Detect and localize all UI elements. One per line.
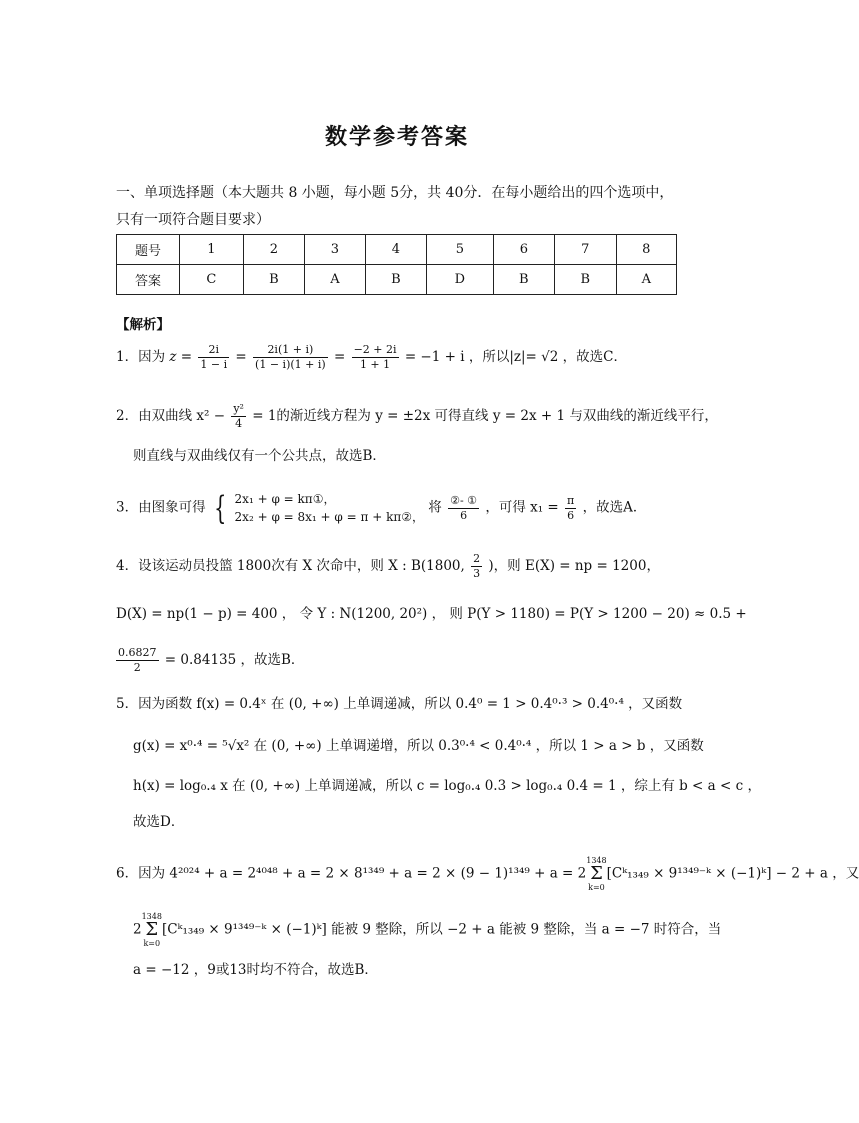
table-cell: A: [616, 265, 676, 295]
table-row-answers: [117, 265, 677, 295]
table-cell: C: [180, 265, 244, 295]
table-row-numbers: [117, 235, 677, 265]
table-cell: 2: [243, 235, 304, 265]
table-cell: B: [493, 265, 554, 295]
table-cell: 6: [493, 235, 554, 265]
table-cell: 7: [555, 235, 616, 265]
row-label-answer: 答案: [117, 265, 180, 295]
q4-text-cont: )，则 E(X) = np = 1200，: [488, 558, 660, 574]
answer-table: [116, 234, 677, 295]
q1-fraction: $\frac{2i(1 + i)}{(1 - i)(1 + i)}$: [255, 343, 326, 371]
analysis-q6-line2: [133, 912, 722, 948]
table-cell: D: [427, 265, 494, 295]
analysis-q6: [116, 856, 859, 892]
analysis-q4-line2: D(X) = np(1 − p) = 400 ， 令 Y : N(1200, 20²) ， 则 P(Y > 1180) = P(Y > 1200 − 20) ≈ 0.5 +: [116, 606, 747, 622]
analysis-q5-line2: g(x) = x⁰·⁴ = ⁵√x² 在 (0, +∞) 上单调递增，所以 0.3⁰·⁴ < 0.4⁰·⁴ ，所以 1 > a > b ，又函数: [133, 738, 704, 754]
q1-conclusion: = −1 + i ，所以|z|= √2 ，故选C．: [404, 349, 627, 365]
table-cell: B: [243, 265, 304, 295]
page-title: 数学参考答案: [324, 125, 469, 150]
q3-conclusion: ，故选A．: [582, 499, 647, 516]
sigma-symbol: 1348 Σ k=0: [141, 912, 162, 948]
q1-lhs: z =: [169, 349, 197, 365]
table-cell: 1: [180, 235, 244, 265]
row-label-number: 题号: [117, 235, 180, 265]
q2-fraction: $\frac{\text{y²}}{4}$: [233, 402, 244, 430]
q2-text-cont: = 1的渐近线方程为 y = ±2x 可得直线 y = 2x + 1 与双曲线的渐近线平行，: [252, 408, 718, 424]
analysis-q5-line4: 故选D．: [133, 814, 185, 830]
q4-fraction: $\frac{2}{3}$: [473, 552, 481, 580]
q3-equation-system: 2x₁ + φ = kπ①， 2x₂ + φ = 8x₁ + φ = π + kπ②，: [234, 492, 424, 524]
q3-fraction-pi: $\frac{\pi}{6}$: [567, 493, 575, 522]
analysis-q4: [116, 552, 686, 581]
table-cell: 5: [427, 235, 494, 265]
table-cell: A: [305, 265, 365, 295]
q3-text-2: 将: [428, 499, 442, 516]
analysis-q1: 1．因为 z = $\frac{2i}{1 - i}$ = $\frac{2i(1 + i)}{(1 - i)(1 + i)}$ = $\frac{-2 + 2i}{1 + 1}$ = −1 + i ，所以|z|= √2 ，故选C．: [116, 343, 627, 371]
analysis-q2: [116, 402, 718, 431]
section-heading: 一、单项选择题（本大题共 8 小题，每小题 5分，共 40分．在每小题给出的四个选项中，只有一项符合题目要求）: [116, 185, 674, 228]
q1-text: 1．因为: [116, 349, 166, 365]
analysis-q5-line3: h(x) = log₀.₄ x 在 (0, +∞) 上单调递减，所以 c = log₀.₄ 0.3 > log₀.₄ 0.4 = 1 ，综上有 b < a < c ，: [133, 778, 761, 794]
q1-fraction: $\frac{2i}{1 - i}$: [200, 343, 228, 371]
analysis-q5-line1: 5．因为函数 f(x) = 0.4ˣ 在 (0, +∞) 上单调递减，所以 0.4⁰ = 1 > 0.4⁰·³ > 0.4⁰·⁴ ，又函数: [116, 696, 683, 712]
q4-conclusion: = 0.84135 ，故选B．: [164, 652, 305, 668]
q6-text-2: [Cᵏ₁₃₄₉ × 9¹³⁴⁹⁻ᵏ × (−1)ᵏ] 能被 9 整除，所以 −2 + a 能被 9 整除，当 a = −7 时符合，当: [161, 921, 722, 938]
q3-text-3: ，可得 x₁ =: [485, 499, 559, 516]
brace-symbol: {: [213, 489, 227, 527]
sigma-symbol: 1348 Σ k=0: [586, 856, 607, 892]
table-cell: B: [365, 265, 426, 295]
q6-text: 6．因为 4²⁰²⁴ + a = 2⁴⁰⁴⁸ + a = 2 × 8¹³⁴⁹ + a = 2 × (9 − 1)¹³⁴⁹ + a = 2: [116, 865, 587, 882]
analysis-q4-line3: [116, 646, 686, 675]
q3-text: 3．由图象可得: [116, 499, 206, 516]
analysis-label: 【解析】: [116, 317, 170, 333]
q6-coef: 2: [133, 921, 142, 938]
q4-fraction-2: $\frac{0.6827}{2}$: [118, 646, 157, 674]
analysis-q3: [116, 490, 686, 526]
table-cell: 4: [365, 235, 426, 265]
table-cell: 8: [616, 235, 676, 265]
analysis-q6-line3: a = −12 ，9或13时均不符合，故选B．: [133, 962, 378, 978]
q1-fraction: $\frac{-2 + 2i}{1 + 1}$: [353, 343, 397, 371]
analysis-q2-line2: 则直线与双曲线仅有一个公共点，故选B．: [133, 448, 386, 464]
q3-fraction: $\frac{\text{②- ①}}{6}$: [450, 493, 478, 522]
q4-text: 4．设该运动员投篮 1800次有 X 次命中，则 X : B(1800,: [116, 558, 465, 574]
table-cell: 3: [305, 235, 365, 265]
table-cell: B: [555, 265, 616, 295]
q2-text: 2．由双曲线 x² −: [116, 408, 226, 424]
q6-text-cont: [Cᵏ₁₃₄₉ × 9¹³⁴⁹⁻ᵏ × (−1)ᵏ] − 2 + a ，又: [606, 865, 859, 882]
